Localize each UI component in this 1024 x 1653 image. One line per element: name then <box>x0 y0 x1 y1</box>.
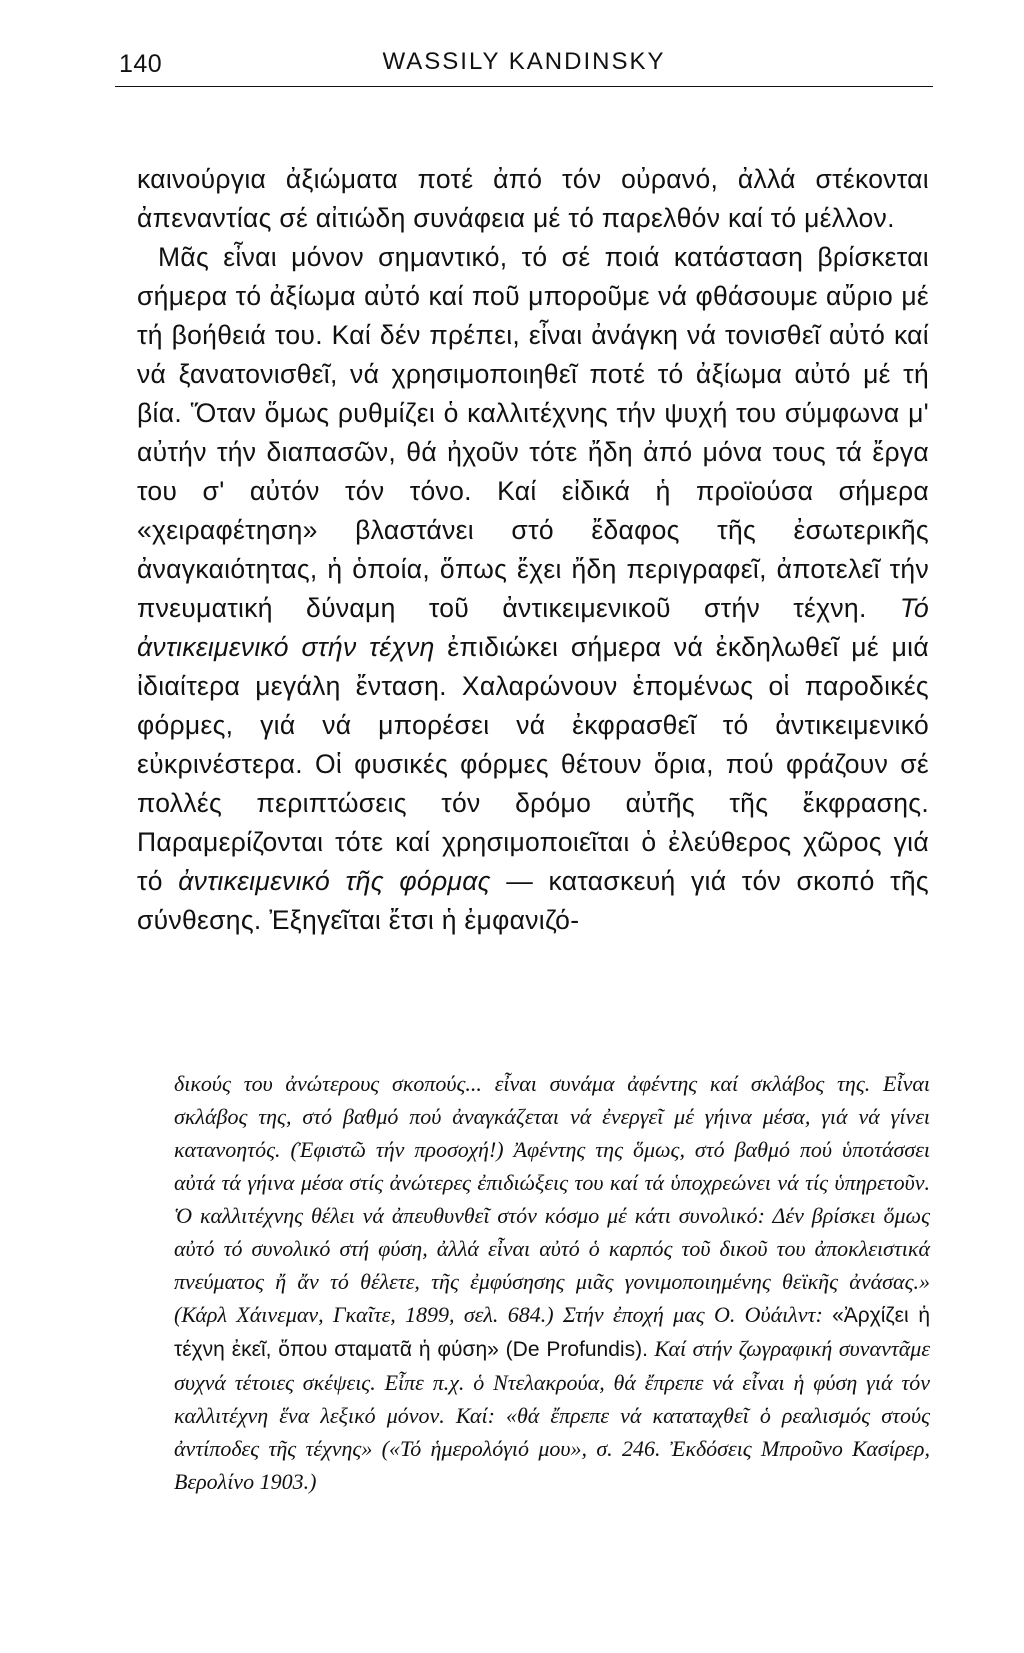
emphasis: ἀντικειμενικό τῆς φόρμας <box>178 866 491 896</box>
main-text <box>137 160 929 940</box>
footnote-text: Καί στήν ζωγραφική συναντᾶμε συχνά τέτοιες σκέψεις. Εἶπε π.χ. ὁ Ντελακρούα, θά ἔπρεπε νά εἶναι ἡ φύση γιά τόν καλλιτέχνη ἕνα λεξικό μόνον. Καί: «θά ἔπρεπε νά καταταχθεῖ ὁ ρεαλισμός στούς ἀντίποδες τῆς τέχνης» («Τό ἡμερολόγιό μου», σ. 246. Ἐκδόσεις Μπροῦνο Κασίρερ, Βερολίνο 1903.) <box>174 1336 930 1494</box>
page-number: 140 <box>119 50 163 78</box>
running-title: WASSILY KANDINSKY <box>382 48 666 75</box>
footnote <box>174 1067 930 1498</box>
text-run: ἐπιδιώκει σήμερα νά ἐκδηλωθεῖ μέ μιά ἰδιαίτερα μεγάλη ἔνταση. Χαλαρώνουν ἑπομένως οἱ παροδικές φόρμες, γιά νά μπορέσει νά ἐκφρασθεῖ τό ἀντικειμενικό εὐκρινέστερα. Οἱ φυσικές φόρμες θέτουν ὅρια, πού φράζουν σέ πολλές περιπτώσεις τόν δρόμο αὐτῆς τῆς ἔκφρασης. Παραμερίζονται τότε καί χρησιμοποιεῖται ὁ ἐλεύθερος χῶρος γιά τό <box>137 632 929 896</box>
text-run: Μᾶς εἶναι μόνον σημαντικό, τό σέ ποιά κατάσταση βρίσκεται σήμερα τό ἀξίωμα αὐτό καί ποῦ μποροῦμε νά φθάσουμε αὔριο μέ τή βοήθειά του. Καί δέν πρέπει, εἶναι ἀνάγκη νά τονισθεῖ αὐτό καί νά ξανατονισθεῖ, νά χρησιμοποιηθεῖ ποτέ τό ἀξίωμα αὐτό μέ τή βία. Ὅταν ὅμως ρυθμίζει ὁ καλλιτέχνης τήν ψυχή του σύμφωνα μ' αὐτήν τήν διαπασῶν, θά ἠχοῦν τότε ἤδη ἀπό μόνα τους τά ἔργα του σ' αὐτόν τόν τόνο. Καί εἰδικά ἡ προϊούσα σήμερα «χειραφέτηση» βλαστάνει στό ἔδαφος τῆς ἐσωτερικῆς ἀναγκαιότητας, ἡ ὁποία, ὅπως ἔχει ἤδη περιγραφεῖ, ἀποτελεῖ τήν πνευματική δύναμη τοῦ ἀντικειμενικοῦ στήν τέχνη. <box>137 242 929 623</box>
emphasis: Τό ἀντικειμενικό στήν τέχνη <box>137 593 929 662</box>
page-header <box>115 46 933 87</box>
footnote-quote: «Ἀρχίζει ἡ τέχνη ἐκεῖ, ὅπου σταματᾶ ἡ φύση» (De Profundis). <box>174 1304 930 1361</box>
paragraph <box>137 238 929 940</box>
text-run: — κατασκευή γιά τόν σκοπό τῆς σύνθεσης. Ἐξηγεῖται ἔτσι ἡ ἐμφανιζό- <box>137 866 930 935</box>
paragraph-continued: καινούργια ἀξιώματα ποτέ ἀπό τόν οὐρανό, ἀλλά στέκονται ἀπεναντίας σέ αἰτιώδη συνάφεια μέ τό παρελθόν καί τό μέλλον. <box>137 164 929 233</box>
footnote-text: δικούς του ἀνώτερους σκοπούς... εἶναι συνάμα ἀφέντης καί σκλάβος της. Εἶναι σκλάβος της, στό βαθμό πού ἀναγκάζεται νά ἐνεργεῖ μέ γήινα μέσα, γιά νά γίνει κατανοητός. (Ἐφιστῶ τήν προσοχή!) Ἀφέντης της ὅμως, στό βαθμό πού ὑποτάσσει αὐτά τά γήινα μέσα στίς ἀνώτερες ἐπιδιώξεις του καί τά ὑποχρεώνει νά τίς ὑπηρετοῦν. Ὁ καλλιτέχνης θέλει νά ἀπευθυνθεῖ στόν κόσμο μέ κάτι συνολικό: Δέν βρίσκει ὅμως αὐτό τό συνολικό στή φύση, ἀλλά εἶναι αὐτό ὁ καρπός τοῦ δικοῦ του ἀποκλειστικά πνεύματος ἤ ἄν τό θέλετε, τῆς ἐμφύσησης μιᾶς γονιμοποιημένης θεϊκῆς ἀνάσας.» (Κάρλ Χάινεμαν, Γκαῖτε, 1899, σελ. 684.) Στήν ἐποχή μας Ο. Οὐάιλντ: <box>174 1071 930 1327</box>
